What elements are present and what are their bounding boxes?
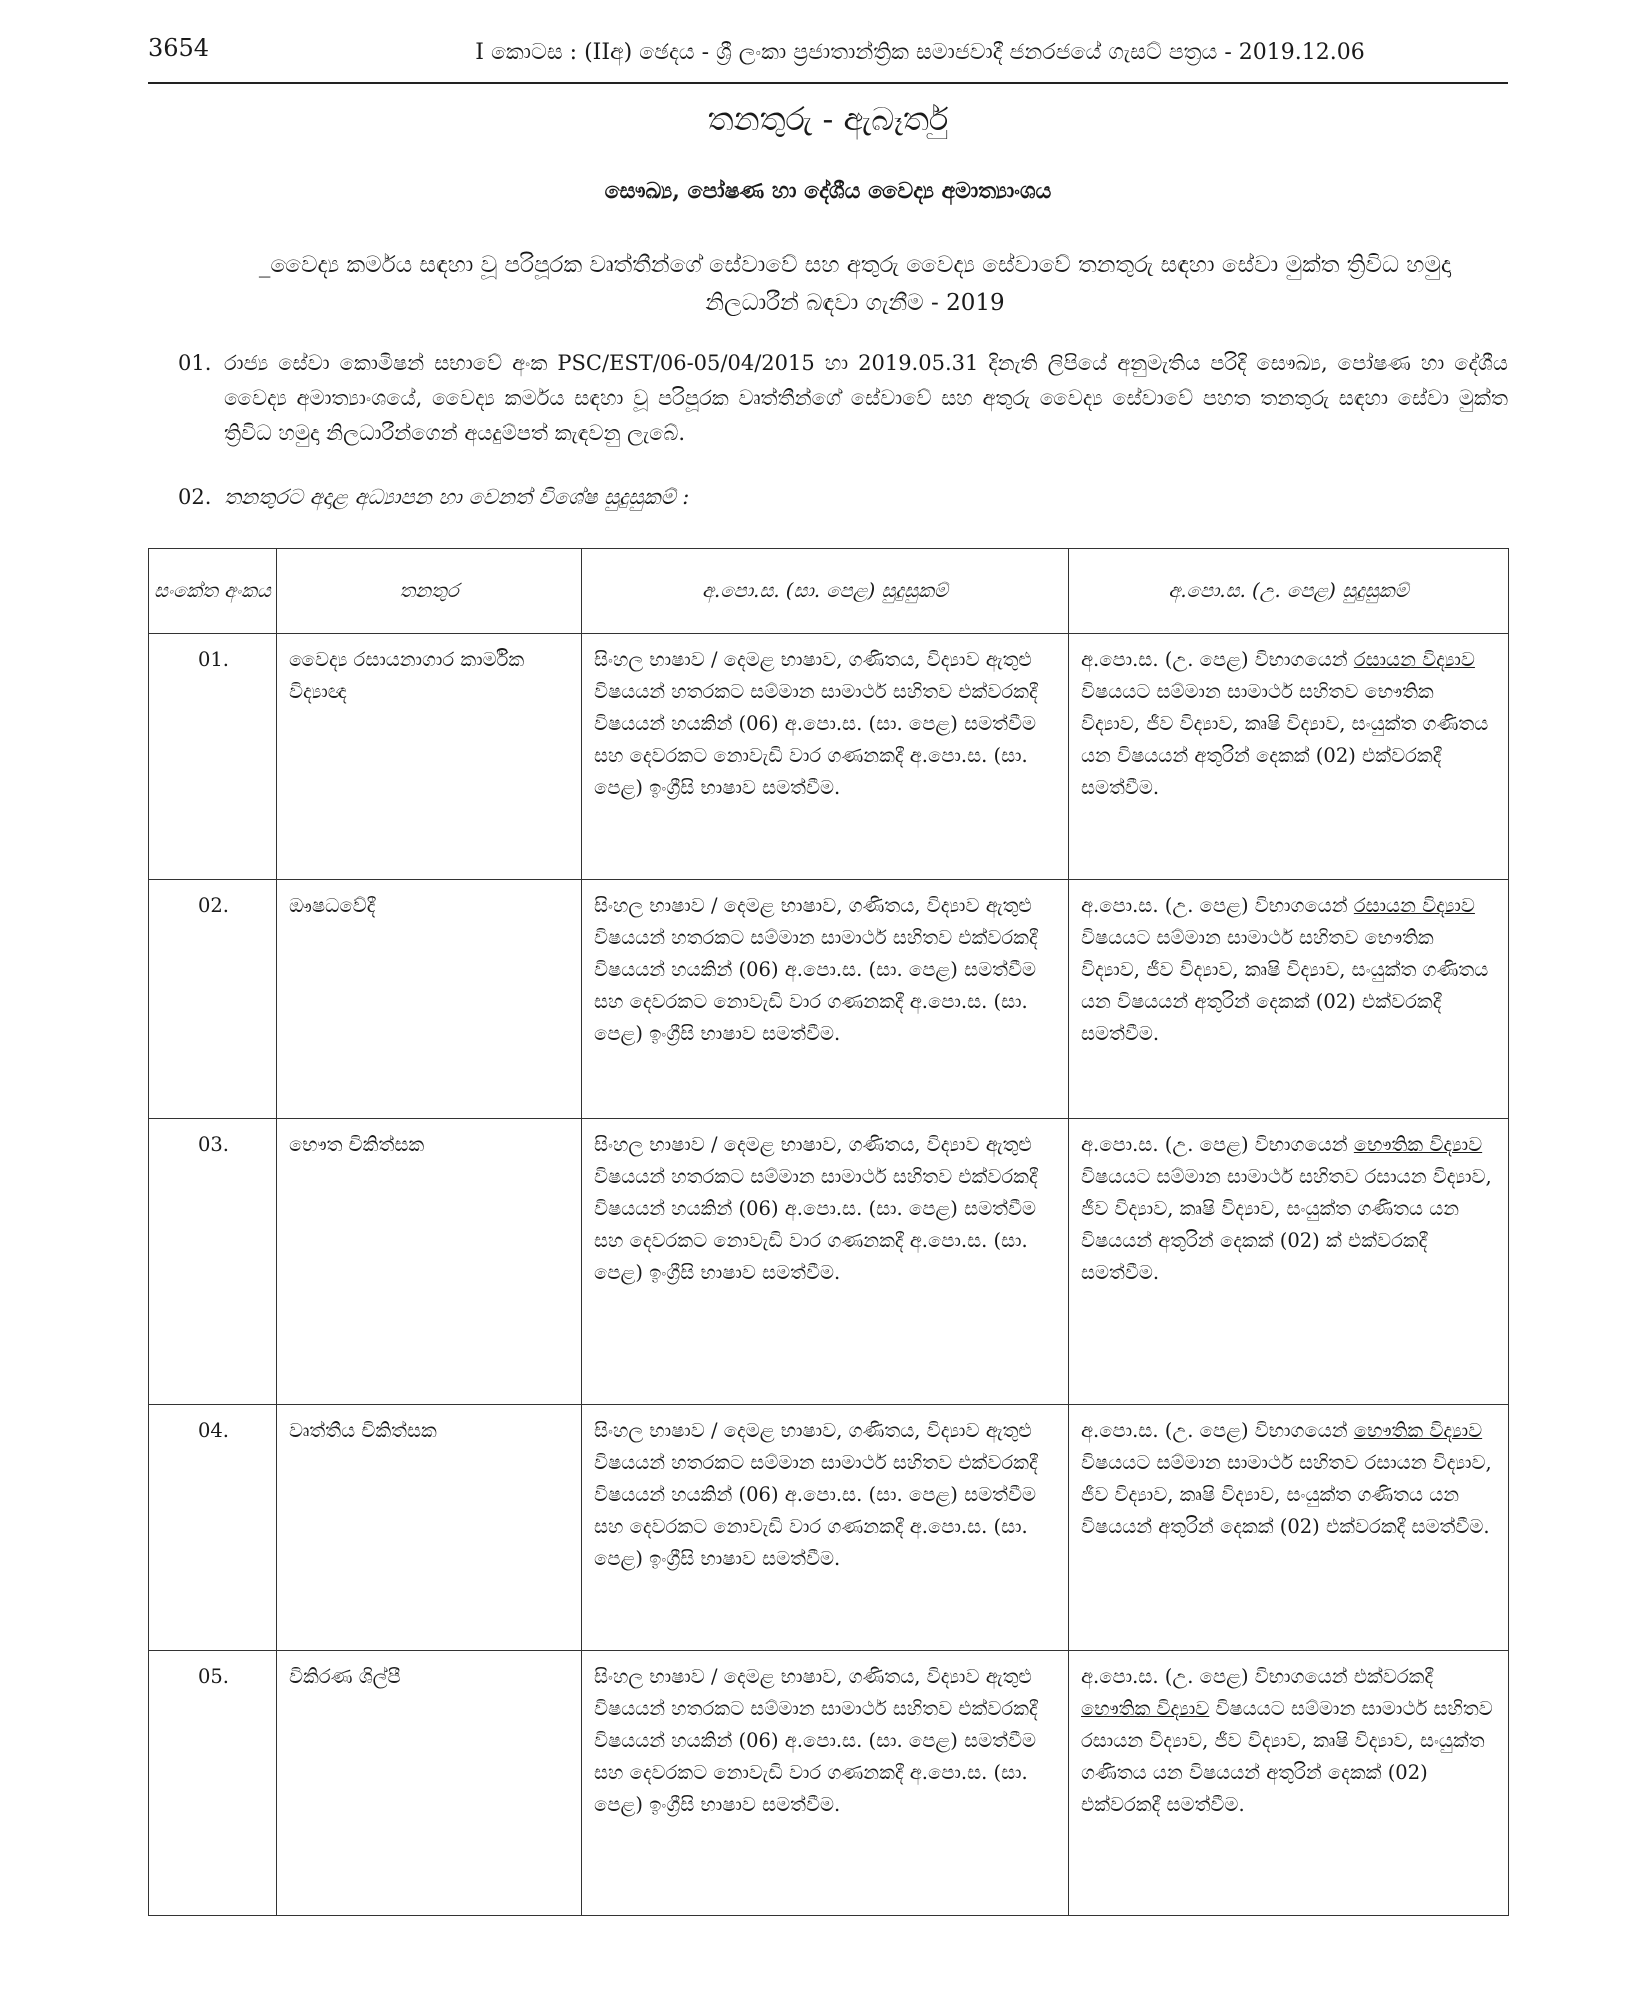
header-post: තනතුර: [277, 549, 582, 634]
row-post: විකිරණ ශිල්පී: [277, 1651, 582, 1916]
al-text: විෂයයට සම්මාන සාමාර්ථ සහිතව රසායන විද්‍යාව, ජීව විද්‍යාව, කෘෂි විද්‍යාව, සංයුක්ත ගණිතය යන විෂයයන් අතුරින් දෙකක් (02) එක්වරකදී සමත්වීම.: [1081, 1697, 1493, 1816]
row-code: 04.: [149, 1405, 277, 1651]
table-row: [149, 1405, 1509, 1651]
al-text: විෂයයට සම්මාන සාමාර්ථ සහිතව රසායන විද්‍යාව, ජීව විද්‍යාව, කෘෂි විද්‍යාව, සංයුක්ත ගණිතය යන විෂයයන් අතුරින් දෙකක් (02) එක්වරකදී සමත්වීම.: [1081, 1451, 1492, 1538]
al-subject: භෞතික විද්‍යාව: [1353, 1133, 1483, 1156]
al-text: අ.පො.ස. (උ. පෙළ) විභාගයෙන්: [1081, 1133, 1354, 1156]
al-subject: රසායන විද්‍යාව: [1353, 894, 1475, 917]
paragraph-text: තනතුරට අදාළ අධ්‍යාපන හා වෙනත් විශේෂ සුදුසුකම් :: [224, 485, 690, 509]
qualifications-table: [148, 548, 1509, 1916]
row-post: භෞත චිකිත්සක: [277, 1119, 582, 1405]
row-ol: සිංහල භාෂාව / දෙමළ භාෂාව, ගණිතය, විද්‍යාව ඇතුළු විෂයයන් හතරකට සම්මාන සාමාර්ථ සහිතව එක්වරකදී විෂයයන් හයකින් (06) අ.පො.ස. (සා. පෙළ) සමත්වීම සහ දෙවරකට නොවැඩි වාර ගණනකදී අ.පො.ස. (සා. පෙළ) ඉංග්‍රීසි භාෂාව සමත්වීම.: [582, 880, 1069, 1119]
row-al: [1069, 880, 1509, 1119]
row-al: [1069, 1119, 1509, 1405]
paragraph-02: [178, 480, 1508, 515]
header-rule: [148, 82, 1508, 84]
al-text: අ.පො.ස. (උ. පෙළ) විභාගයෙන් එක්වරකදී: [1081, 1665, 1434, 1688]
notice-title: _වෛද්‍ය කර්මය සඳහා වූ පරිපූරක වෘත්තීන්ගේ සේවාවේ සහ අතුරු වෛද්‍ය සේවාවේ තනතුරු සඳහා සේවා මුක්ත ත්‍රිවිධ හමුදා නිලධාරීන් බඳවා ගැනීම - 2019: [258, 252, 1452, 316]
row-post: ඖෂධවේදී: [277, 880, 582, 1119]
row-al: [1069, 634, 1509, 880]
row-ol: සිංහල භාෂාව / දෙමළ භාෂාව, ගණිතය, විද්‍යාව ඇතුළු විෂයයන් හතරකට සම්මාන සාමාර්ථ සහිතව එක්වරකදී විෂයයන් හයකින් (06) අ.පො.ස. (සා. පෙළ) සමත්වීම සහ දෙවරකට නොවැඩි වාර ගණනකදී අ.පො.ස. (සා. පෙළ) ඉංග්‍රීසි භාෂාව සමත්වීම.: [582, 1119, 1069, 1405]
al-text: විෂයයට සම්මාන සාමාර්ථ සහිතව රසායන විද්‍යාව, ජීව විද්‍යාව, කෘෂි විද්‍යාව, සංයුක්ත ගණිතය යන විෂයයන් අතුරින් දෙකක් (02) ක් එක්වරකදී සමත්වීම.: [1081, 1165, 1492, 1284]
row-post: වෛද්‍ය රසායනාගාර කාර්මික විද්‍යාඥ: [277, 634, 582, 880]
table-row: [149, 880, 1509, 1119]
al-text: අ.පො.ස. (උ. පෙළ) විභාගයෙන්: [1081, 648, 1354, 671]
paragraph-number: 01.: [178, 351, 212, 375]
page-number: 3654: [148, 34, 210, 62]
row-al: [1069, 1651, 1509, 1916]
paragraph-01: [178, 346, 1508, 451]
header-ol-qualifications: අ.පො.ස. (සා. පෙළ) සුදුසුකම්: [582, 549, 1069, 634]
header-al-qualifications: අ.පො.ස. (උ. පෙළ) සුදුසුකම්: [1069, 549, 1509, 634]
header-code: සංකේත අංකය: [149, 549, 277, 634]
row-code: 03.: [149, 1119, 277, 1405]
section-heading: තනතුරු - ඇබෑර්තු: [707, 100, 949, 138]
table-header-row: [149, 549, 1509, 634]
al-subject: භෞතික විද්‍යාව: [1081, 1697, 1210, 1720]
al-text: අ.පො.ස. (උ. පෙළ) විභාගයෙන්: [1081, 1419, 1354, 1442]
row-ol: සිංහල භාෂාව / දෙමළ භාෂාව, ගණිතය, විද්‍යාව ඇතුළු විෂයයන් හතරකට සම්මාන සාමාර්ථ සහිතව එක්වරකදී විෂයයන් හයකින් (06) අ.පො.ස. (සා. පෙළ) සමත්වීම සහ දෙවරකට නොවැඩි වාර ගණනකදී අ.පො.ස. (සා. පෙළ) ඉංග්‍රීසි භාෂාව සමත්වීම.: [582, 634, 1069, 880]
al-subject: රසායන විද්‍යාව: [1353, 648, 1475, 671]
paragraph-number: 02.: [178, 485, 212, 509]
paragraph-text: රාජ්‍ය සේවා කොමිෂන් සභාවේ අංක PSC/EST/06-05/04/2015 හා 2019.05.31 දිනැති ලිපියේ අනුමැතිය පරිදි සෞඛ්‍ය, පෝෂණ හා දේශීය වෛද්‍ය අමාත්‍යාංශයේ, වෛද්‍ය කර්මය සඳහා වූ පරිපූරක වෘත්තීන්ගේ සේවාවේ සහ අතුරු වෛද්‍ය සේවාවේ පහත තනතුරු සඳහා සේවා මුක්ත ත්‍රිවිධ හමුදා නිලධාරීන්ගෙන් අයදුම්පත් කැඳවනු ලැබේ.: [224, 351, 1508, 445]
table-row: [149, 1119, 1509, 1405]
row-post: වෘත්තීය චිකිත්සක: [277, 1405, 582, 1651]
row-ol: සිංහල භාෂාව / දෙමළ භාෂාව, ගණිතය, විද්‍යාව ඇතුළු විෂයයන් හතරකට සම්මාන සාමාර්ථ සහිතව එක්වරකදී විෂයයන් හයකින් (06) අ.පො.ස. (සා. පෙළ) සමත්වීම සහ දෙවරකට නොවැඩි වාර ගණනකදී අ.පො.ස. (සා. පෙළ) ඉංග්‍රීසි භාෂාව සමත්වීම.: [582, 1405, 1069, 1651]
row-code: 02.: [149, 880, 277, 1119]
al-text: විෂයයට සම්මාන සාමාර්ථ සහිතව භෞතික විද්‍යාව, ජීව විද්‍යාව, කෘෂි විද්‍යාව, සංයුක්ත ගණිතය යන විෂයයන් අතුරින් දෙකක් (02) එක්වරකදී සමත්වීම.: [1081, 680, 1489, 799]
al-subject: භෞතික විද්‍යාව: [1353, 1419, 1483, 1442]
row-code: 05.: [149, 1651, 277, 1916]
al-text: විෂයයට සම්මාන සාමාර්ථ සහිතව භෞතික විද්‍යාව, ජීව විද්‍යාව, කෘෂි විද්‍යාව, සංයුක්ත ගණිතය යන විෂයයන් අතුරින් දෙකක් (02) එක්වරකදී සමත්වීම.: [1081, 926, 1489, 1045]
table-row: [149, 1651, 1509, 1916]
ministry-name: සෞඛ්‍ය, පෝෂණ හා දේශීය වෛද්‍ය අමාත්‍යාංශය: [604, 178, 1052, 204]
running-header: I කොටස : (IIඅ) ඡෙදය - ශ්‍රී ලංකා ප්‍රජාතාන්ත්‍රික සමාජවාදී ජනරජයේ ගැසට් පත්‍රය - 2019.12.06: [475, 40, 1365, 65]
row-ol: සිංහල භාෂාව / දෙමළ භාෂාව, ගණිතය, විද්‍යාව ඇතුළු විෂයයන් හතරකට සම්මාන සාමාර්ථ සහිතව එක්වරකදී විෂයයන් හයකින් (06) අ.පො.ස. (සා. පෙළ) සමත්වීම සහ දෙවරකට නොවැඩි වාර ගණනකදී අ.පො.ස. (සා. පෙළ) ඉංග්‍රීසි භාෂාව සමත්වීම.: [582, 1651, 1069, 1916]
row-code: 01.: [149, 634, 277, 880]
row-al: [1069, 1405, 1509, 1651]
al-text: අ.පො.ස. (උ. පෙළ) විභාගයෙන්: [1081, 894, 1354, 917]
table-row: [149, 634, 1509, 880]
